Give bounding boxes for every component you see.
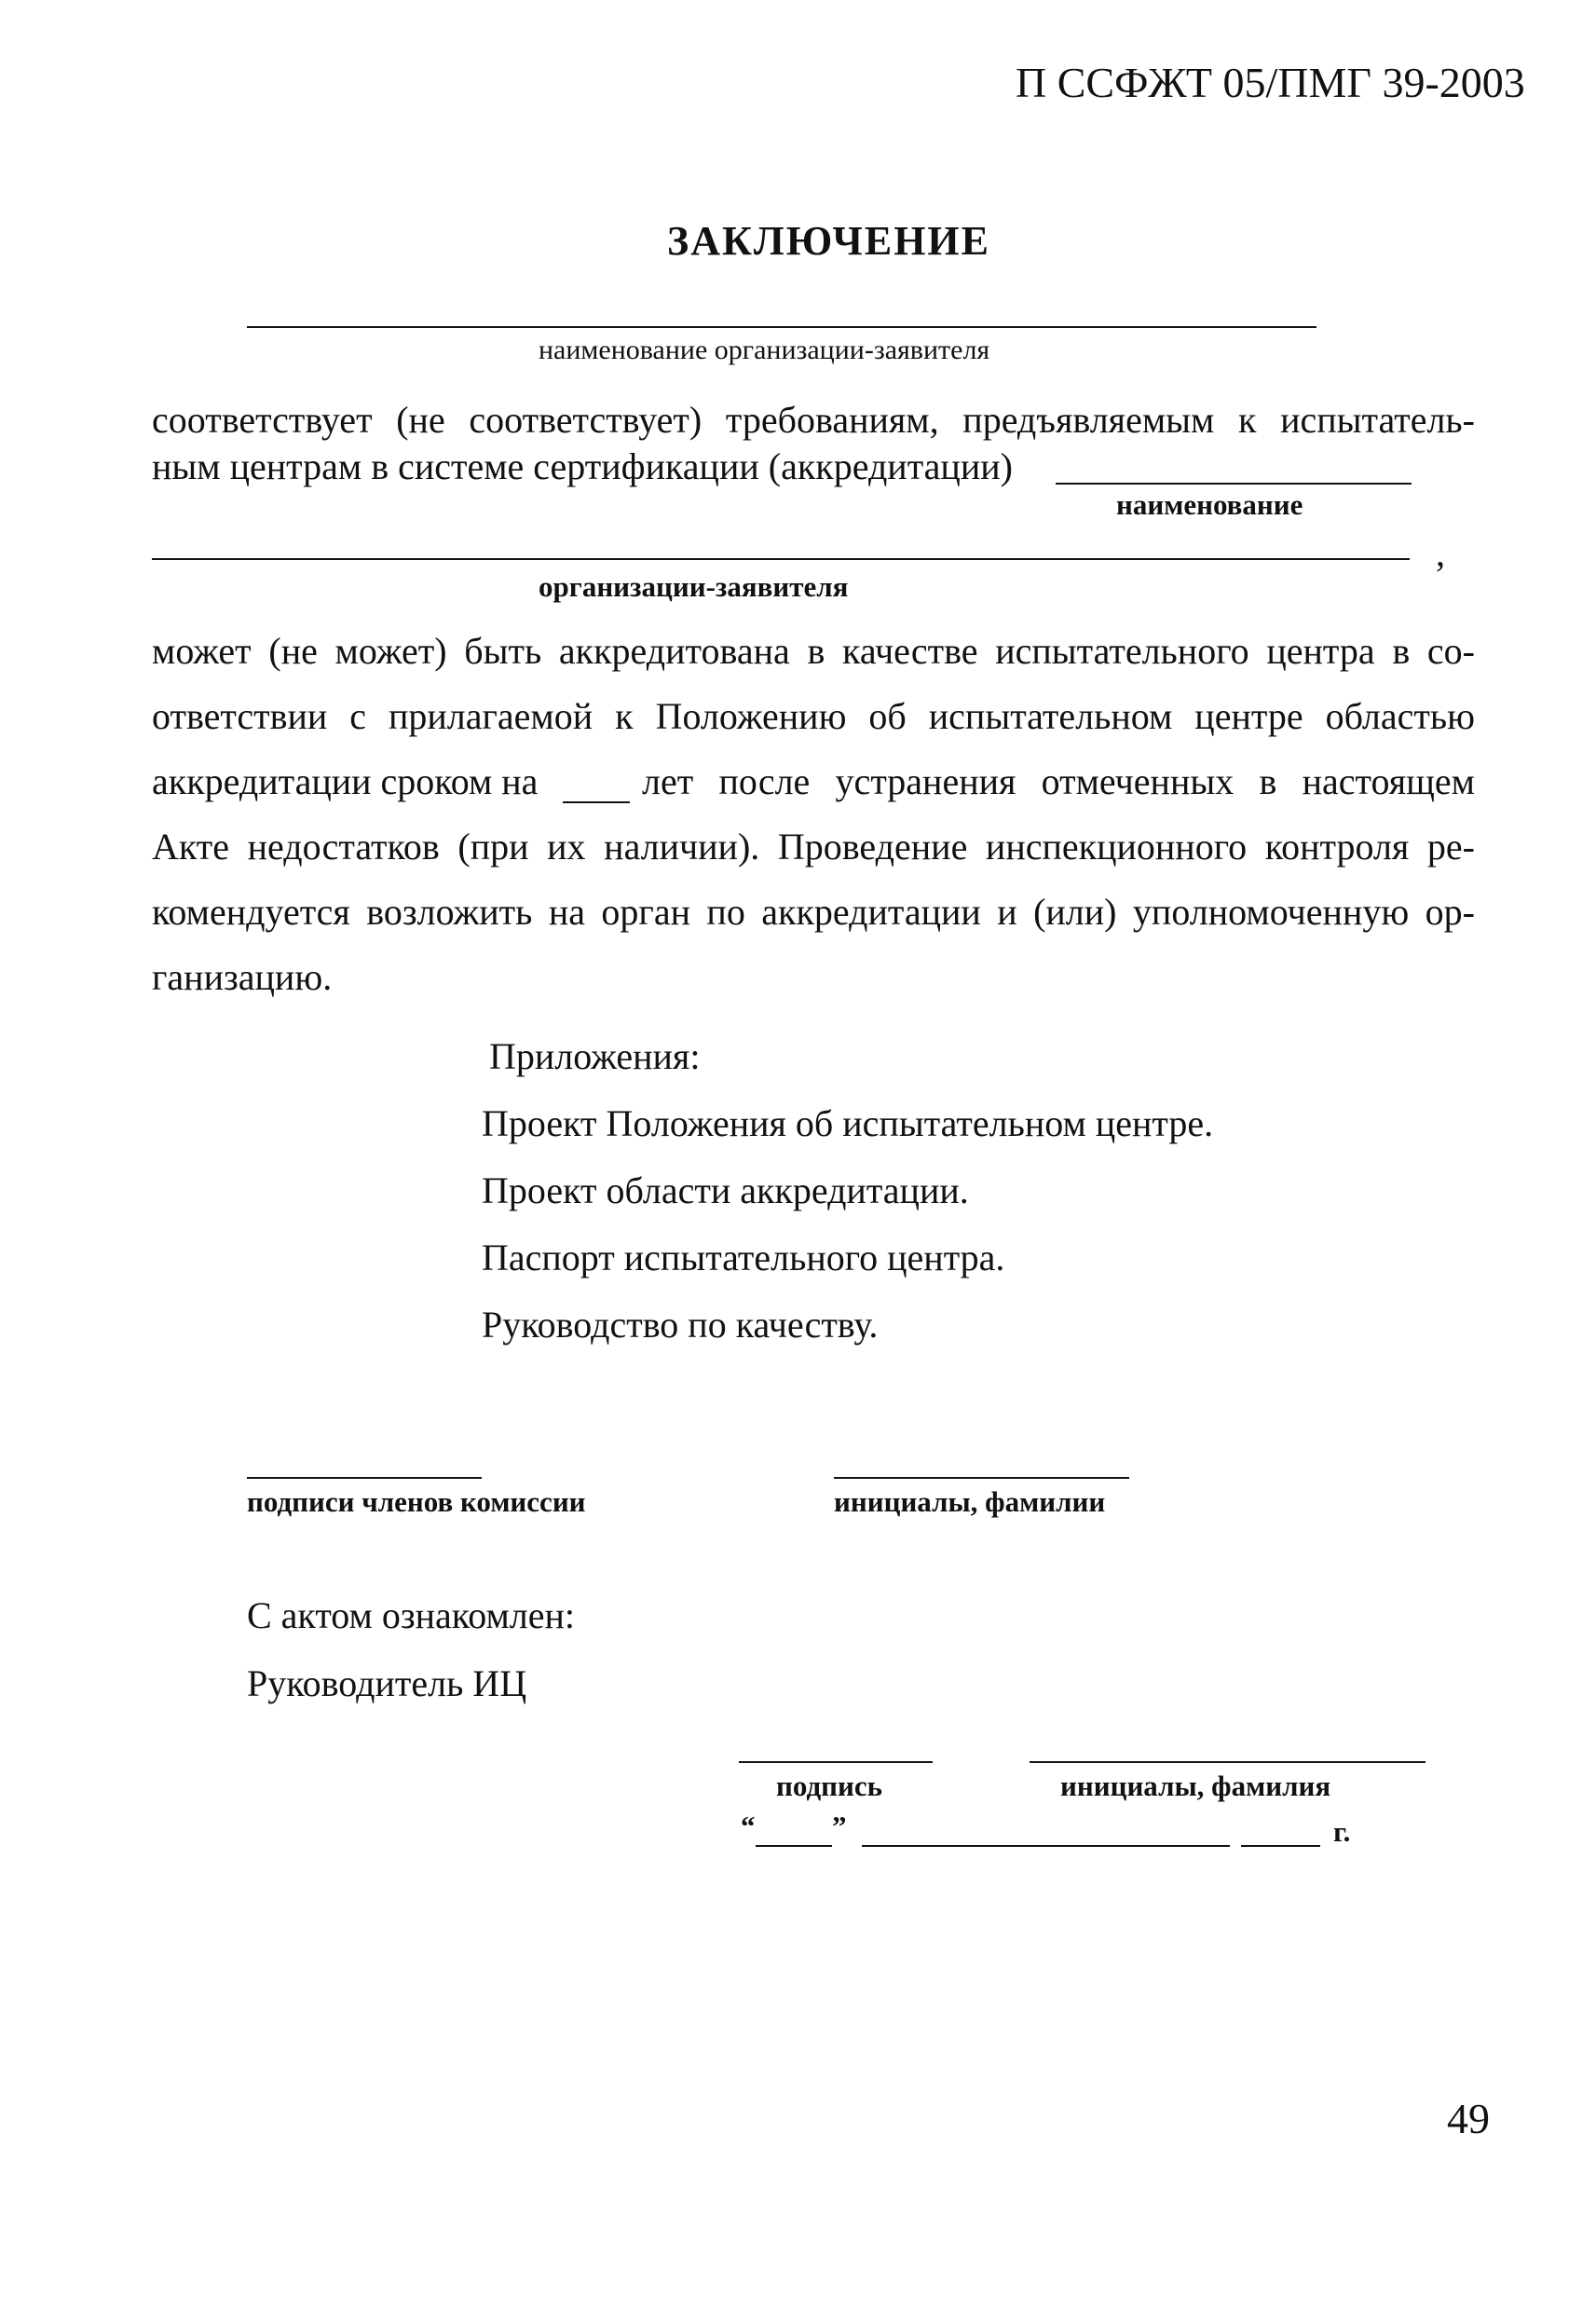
members-signature-line <box>247 1477 482 1479</box>
date-year-blank <box>1241 1845 1320 1847</box>
head-signature-caption: подпись <box>776 1770 883 1802</box>
para2-line3-start: аккредитации сроком на <box>152 760 539 802</box>
para2-line4: Акте недостатков (при их наличии). Проведение инспекционного контроля ре- <box>152 826 1475 868</box>
date-quote-close: ” <box>832 1810 847 1842</box>
para2-line6: ганизацию. <box>152 956 333 998</box>
comma: , <box>1436 532 1445 574</box>
org-applicant-caption: организации-заявителя <box>539 570 849 603</box>
members-names-line <box>834 1477 1129 1479</box>
page-number: 49 <box>1447 2095 1490 2142</box>
attachment-item: Паспорт испытательного центра. <box>482 1237 1005 1278</box>
para1-line2: ным центрам в системе сертификации (аккредитации) <box>152 445 1013 487</box>
attachment-item: Проект Положения об испытательном центре. <box>482 1102 1214 1144</box>
acquainted-label: С актом ознакомлен: <box>247 1594 575 1636</box>
attachment-item: Руководство по качеству. <box>482 1304 879 1346</box>
members-names-caption: инициалы, фамилии <box>834 1485 1106 1518</box>
year-suffix: г. <box>1333 1815 1351 1848</box>
date-month-blank <box>862 1845 1230 1847</box>
para2-line1: может (не может) быть аккредитована в качестве испытательного центра в со- <box>152 630 1475 672</box>
head-name-line <box>1030 1761 1425 1763</box>
para1-line1: соответствует (не соответствует) требованиям, предъявляемым к испытатель- <box>152 399 1475 441</box>
head-name-caption: инициалы, фамилия <box>1060 1770 1331 1802</box>
system-name-blank-line <box>1056 483 1412 485</box>
term-years-blank <box>563 801 630 803</box>
org-name-caption: наименование организации-заявителя <box>539 335 990 365</box>
para2-line2: ответствии с прилагаемой к Положению об испытательном центре областью <box>152 695 1475 737</box>
head-label: Руководитель ИЦ <box>247 1662 527 1704</box>
document-title: ЗАКЛЮЧЕНИЕ <box>667 218 990 264</box>
system-naming-caption: наименование <box>1116 488 1303 521</box>
date-quote-open: “ <box>741 1810 756 1842</box>
head-signature-line <box>739 1761 933 1763</box>
para2-line3-end: лет после устранения отмеченных в настоящем <box>642 760 1475 802</box>
system-name-blank-line-2 <box>152 558 1410 560</box>
members-signature-caption: подписи членов комиссии <box>247 1485 586 1518</box>
org-name-blank-line <box>247 326 1316 328</box>
para2-line5: комендуется возложить на орган по аккредитации и (или) уполномоченную ор- <box>152 891 1475 933</box>
attachment-item: Проект области аккредитации. <box>482 1169 969 1211</box>
document-code: П ССФЖТ 05/ПМГ 39-2003 <box>1016 59 1525 106</box>
attachments-heading: Приложения: <box>489 1035 701 1077</box>
date-day-blank <box>756 1845 832 1847</box>
